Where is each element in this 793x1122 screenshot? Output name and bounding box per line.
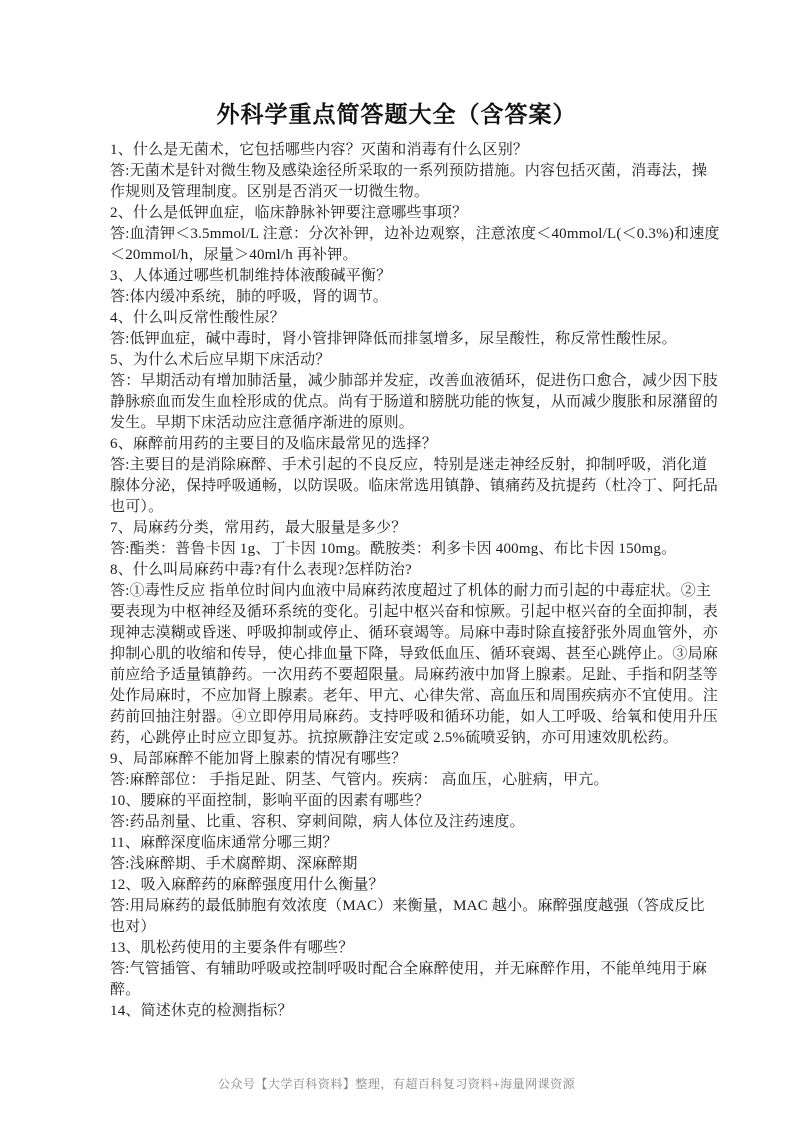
text-line: 答:酯类：普鲁卡因 1g、丁卡因 10mg。酰胺类：利多卡因 400mg、布比卡因 150mg。 (110, 541, 677, 557)
text-line: 5、为什么术后应早期下床活动？ (110, 352, 331, 368)
text-line: 前应给予适量镇静药。一次用药不要超限量。局麻药液中加肾上腺素。足趾、手指和阴茎等 (110, 667, 719, 683)
text-line: 2、什么是低钾血症，临床静脉补钾要注意哪些事项？ (110, 205, 468, 221)
text-line: 腺体分泌，保持呼吸通畅，以防误吸。临床常选用镇静、镇痛药及抗提药（杜冷丁、阿托品 (110, 478, 719, 494)
text-line: 答:血清钾＜3.5mmol/L 注意：分次补钾，边补边观察，注意浓度＜40mmol/L(＜0.3%)和速度 (110, 226, 720, 242)
page-title: 外科学重点简答题大全（含答案） (216, 102, 577, 127)
text-line: 答:药品剂量、比重、容积、穿刺间隙，病人体位及注药速度。 (110, 814, 525, 830)
text-line: 6、麻醉前用药的主要目的及临床最常见的选择？ (110, 436, 437, 452)
text-line: 抑制心肌的收缩和传导，使心排血量下降，导致低血压、循环衰竭、甚至心跳停止。③局麻 (110, 646, 719, 662)
text-line: 10、腰麻的平面控制，影响平面的因素有哪些？ (110, 793, 430, 809)
text-line: ＜20mmol/h，尿量＞40ml/h 再补钾。 (110, 247, 358, 263)
text-line: 7、局麻药分类，常用药，最大服量是多少？ (110, 520, 407, 536)
text-line: 12、吸入麻醉药的麻醉强度用什么衡量？ (110, 877, 384, 893)
text-line: 答:浅麻醉期、手术腐醉期、深麻醉期 (110, 856, 358, 872)
text-line: 8、什么叫局麻药中毒?有什么表现?怎样防治? (110, 562, 412, 578)
qa-content (110, 140, 720, 1022)
text-line: 答：早期活动有增加肺活量，减少肺部并发症，改善血液循环，促进伤口愈合，减少因下肢 (110, 373, 719, 389)
footer-note: 公众号【大学百科资料】整理，有超百科复习资料+海量网课资源 (217, 1077, 576, 1091)
text-line: 1、什么是无菌术，它包括哪些内容？灭菌和消毒有什么区别？ (110, 142, 529, 158)
text-line: 发生。早期下床活动应注意循序渐进的原则。 (110, 415, 415, 431)
text-line: 也可）。 (110, 499, 164, 515)
text-line: 药，心跳停止时应立即复苏。抗掠厥静注安定或 2.5%硫喷妥钠，亦可用速效肌松药。 (110, 730, 678, 746)
text-line: 答:气管插管、有辅助呼吸或控制呼吸时配合全麻醉使用，并无麻醉作用，不能单纯用于麻 (110, 961, 708, 977)
text-line: 醉。 (110, 982, 141, 998)
text-line: 答:①毒性反应 指单位时间内血液中局麻药浓度超过了机体的耐力而引起的中毒症状。②主 (110, 583, 712, 599)
text-line: 13、肌松药使用的主要条件有哪些？ (110, 940, 354, 956)
text-line: 答:低钾血症，碱中毒时，肾小管排钾降低而排氢增多，尿呈酸性，称反常性酸性尿。 (110, 331, 677, 347)
text-line: 3、人体通过哪些机制维持体液酸碱平衡？ (110, 268, 392, 284)
text-line: 答:体内缓冲系统，肺的呼吸，肾的调节。 (110, 289, 388, 305)
text-line: 作规则及管理制度。区别是否消灭一切微生物。 (110, 184, 430, 200)
text-line: 答:麻醉部位： 手指足趾、阴茎、气管内。疾病： 高血压，心脏病，甲亢。 (110, 772, 609, 788)
text-line: 要表现为中枢神经及循环系统的变化。引起中枢兴奋和惊厥。引起中枢兴奋的全面抑制，表 (110, 604, 719, 620)
text-line: 药前回抽注射器。④立即停用局麻药。支持呼吸和循环功能，如人工呼吸、给氧和使用升压 (110, 709, 719, 725)
text-line: 14、简述休克的检测指标？ (110, 1003, 293, 1019)
text-line: 11、麻醉深度临床通常分哪三期？ (110, 835, 338, 851)
text-line: 答:用局麻药的最低肺胞有效浓度（MAC）来衡量，MAC 越小。麻醉强度越强（答成反比 (110, 898, 705, 914)
text-line: 处作局麻时，不应加肾上腺素。老年、甲亢、心律失常、高血压和周围疾病亦不宜使用。注 (110, 688, 719, 704)
text-line: 4、什么叫反常性酸性尿？ (110, 310, 285, 326)
text-line: 答:主要目的是消除麻醉、手术引起的不良反应，特别是迷走神经反射，抑制呼吸，消化道 (110, 457, 708, 473)
text-line: 答:无菌术是针对微生物及感染途径所采取的一系列预防措施。内容包括灭菌，消毒法，操 (110, 163, 708, 179)
text-line: 也对） (110, 919, 156, 935)
text-line: 9、局部麻醉不能加肾上腺素的情况有哪些？ (110, 751, 407, 767)
text-line: 现神志漠糊或昏迷、呼吸抑制或停止、循环衰竭等。局麻中毒时除直接舒张外周血管外，亦 (110, 625, 719, 641)
text-line: 静脉瘀血而发生血栓形成的优点。尚有于肠道和膀胱功能的恢复，从而减少腹胀和尿潴留的 (110, 394, 719, 410)
